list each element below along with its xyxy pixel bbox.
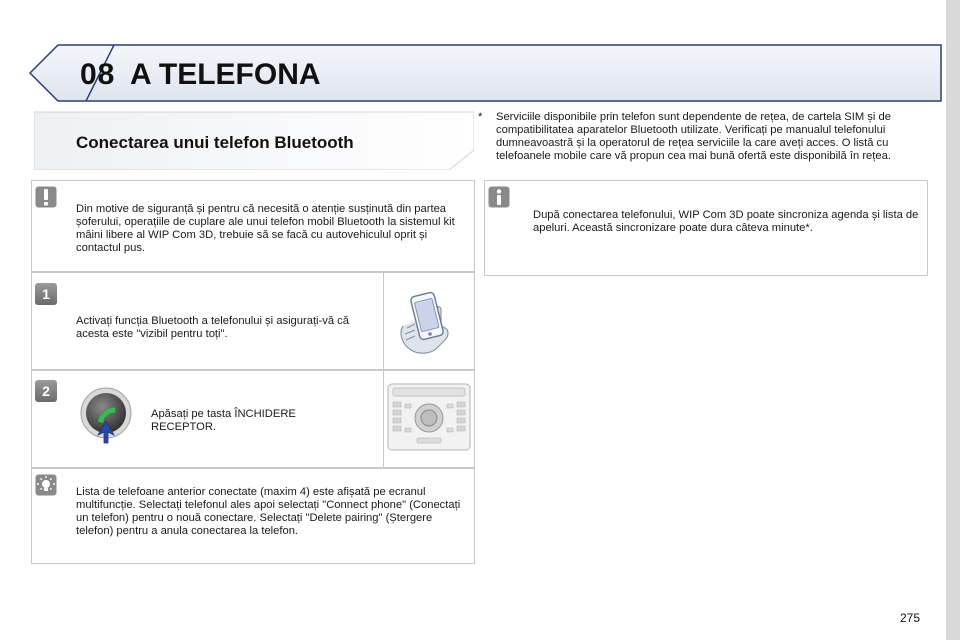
section-title: Conectarea unui telefon Bluetooth	[76, 133, 354, 152]
warning-icon	[35, 186, 57, 213]
step-2-badge: 2	[35, 380, 57, 402]
phone-in-hand-icon	[397, 288, 457, 363]
page-number: 275	[900, 611, 921, 625]
footnote-text: Serviciile disponibile prin telefon sunt dependente de rețea, de cartela SIM și de compatibilitatea aparatelor Bluetooth utilizate. Verificați pe manualul telefonului dumneavoastră și la operatorul de rețea serviciile la care aveți acces. O listă cu telefoanele mobile care vă propun cea mai bună ofertă este disponibilă în rețea.	[496, 111, 891, 162]
step-2-text: Apăsați pe tasta ÎNCHIDERE RECEPTOR.	[151, 408, 296, 433]
tip-text: Lista de telefoane anterior conectate (maxim 4) este afișată pe ecranul multifuncție. Selectați telefonul ales apoi selectați "Connect phone" (Conectați un telefon) pentru o nouă conectare. Selectați "Delete pairing" (Ștergere telefon) pentru a anula conectarea la telefon.	[76, 486, 461, 537]
step-1-divider	[383, 272, 384, 370]
page-edge-tab	[946, 0, 960, 640]
footnote-marker: *	[478, 111, 483, 123]
step-2-divider	[383, 370, 384, 468]
tip-lightbulb-icon	[35, 474, 57, 501]
info-icon	[488, 186, 510, 213]
car-radio-panel-icon	[387, 380, 471, 461]
chapter-title: A TELEFONA	[130, 58, 321, 91]
end-call-button-icon	[80, 385, 136, 450]
step-1-text: Activați funcția Bluetooth a telefonului și asigurați-vă că acesta este "vizibil pentru toți".	[76, 315, 350, 340]
info-text: După conectarea telefonului, WIP Com 3D poate sincroniza agenda și lista de apeluri. Această sincronizare poate dura câteva minute*.	[533, 209, 919, 234]
chapter-number: 08	[80, 58, 116, 91]
step-1-badge: 1	[35, 283, 57, 305]
warning-text: Din motive de siguranță și pentru că necesită o atenție susținută din partea șoferului, operațiile de cuplare ale unui telefon mobil Bluetooth la sistemul kit mâini libere al WIP Com 3D, trebuie să se facă cu autovehiculul oprit și contactul pus.	[76, 203, 455, 254]
